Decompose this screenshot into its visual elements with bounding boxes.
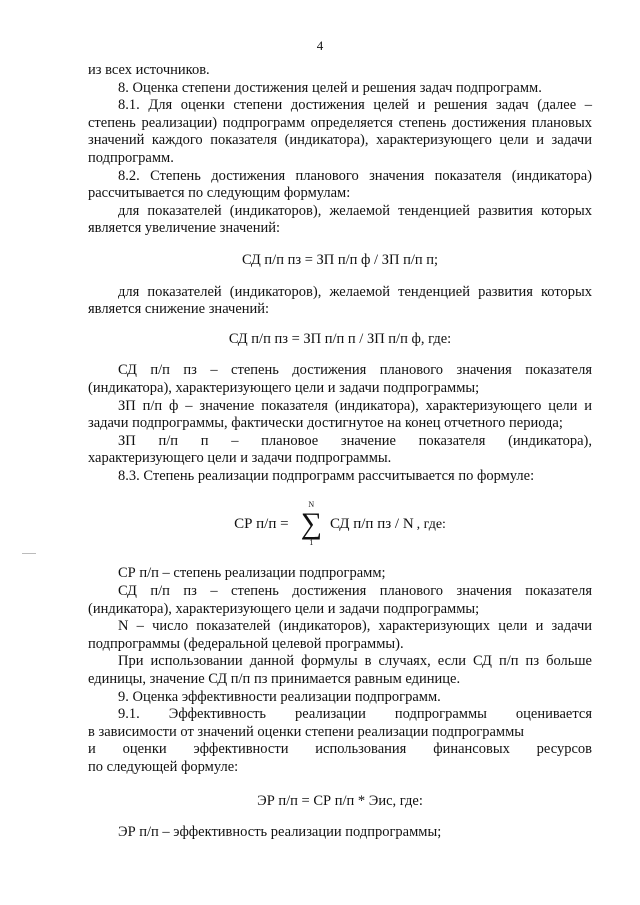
sigma-symbol [301,501,322,547]
sigma-icon: ∑ [300,507,322,541]
definition-sd: СД п/п пз – степень достижения планового значения показателя (индикатора), характеризующего цели и задачи подпрограммы; [88,362,592,396]
sigma-lower-limit: 1 [309,538,314,548]
formula-decrease: СД п/п пз = ЗП п/п п / ЗП п/п ф, где: [228,330,452,347]
paragraph-8-3: 8.3. Степень реализации подпрограмм рассчитывается по формуле: [118,467,535,484]
definition-zp-plan-rest: характеризующего цели и задачи подпрограммы. [88,450,392,467]
formula-efficiency: ЭР п/п = СР п/п * Эис, где: [257,792,423,809]
section-heading-8: 8. Оценка степени достижения целей и решения задач подпрограмм. [118,79,542,96]
paragraph-8-1: 8.1. Для оценки степени достижения целей и решения задач (далее – степень реализации) подпрограмм определяется степень достижения плановых значений каждого показателя (индикатора), характеризующего цели и задачи подпрограмм. [88,97,592,166]
definition-sd-2: СД п/п пз – степень достижения планового значения показателя (индикатора), характеризующего цели и задачи подпрограммы; [88,583,592,617]
formula-sum-rhs: СД п/п пз / N [329,515,414,532]
paragraph-decrease: для показателей (индикаторов), желаемой тенденцией развития которых является снижение значений: [88,283,592,318]
paragraph-9-1-line-1: 9.1. Эффективность реализации подпрограммы оценивается [118,706,592,723]
formula-increase: СД п/п пз = ЗП п/п ф / ЗП п/п п; [241,251,439,268]
sigma-upper-limit: N [308,500,315,510]
definition-sr: СР п/п – степень реализации подпрограмм; [118,565,386,582]
margin-mark [22,553,36,554]
section-heading-9: 9. Оценка эффективности реализации подпрограмм. [118,688,441,705]
definition-er: ЭР п/п – эффективность реализации подпрограммы; [118,824,442,841]
paragraph-9-1-line-3: и оценки эффективности использования финансовых ресурсов [88,741,592,758]
formula-sum-lhs: СР п/п = [234,515,289,532]
paragraph-9-1-line-4: по следующей формуле: [88,759,239,775]
formula-sum [88,495,592,553]
paragraph-continuation: из всех источников. [88,62,210,78]
paragraph-8-2: 8.2. Степень достижения планового значения показателя (индикатора) рассчитывается по следующим формулам: [88,167,592,202]
document-body [88,62,592,842]
definition-n: N – число показателей (индикаторов), характеризующих цели и задачи подпрограммы (федеральной целевой программы). [88,618,592,652]
paragraph-increase: для показателей (индикаторов), желаемой тенденцией развития которых является увеличение значений: [88,202,592,237]
paragraph-9-1-line-2: в зависимости от значений оценки степени реализации подпрограммы [88,723,525,740]
definition-zp-plan-line: ЗП п/п п – плановое значение показателя (индикатора), [118,432,592,449]
definition-zp-fact: ЗП п/п ф – значение показателя (индикатора), характеризующего цели и задачи подпрограммы, фактически достигнутое на конец отчетного периода; [88,397,592,432]
formula-sum-tail: , где: [416,516,446,532]
page-number: 4 [316,38,324,53]
paragraph-usage-note: При использовании данной формулы в случаях, если СД п/п пз больше единицы, значение СД п/п пз принимается равным единице. [88,653,592,688]
